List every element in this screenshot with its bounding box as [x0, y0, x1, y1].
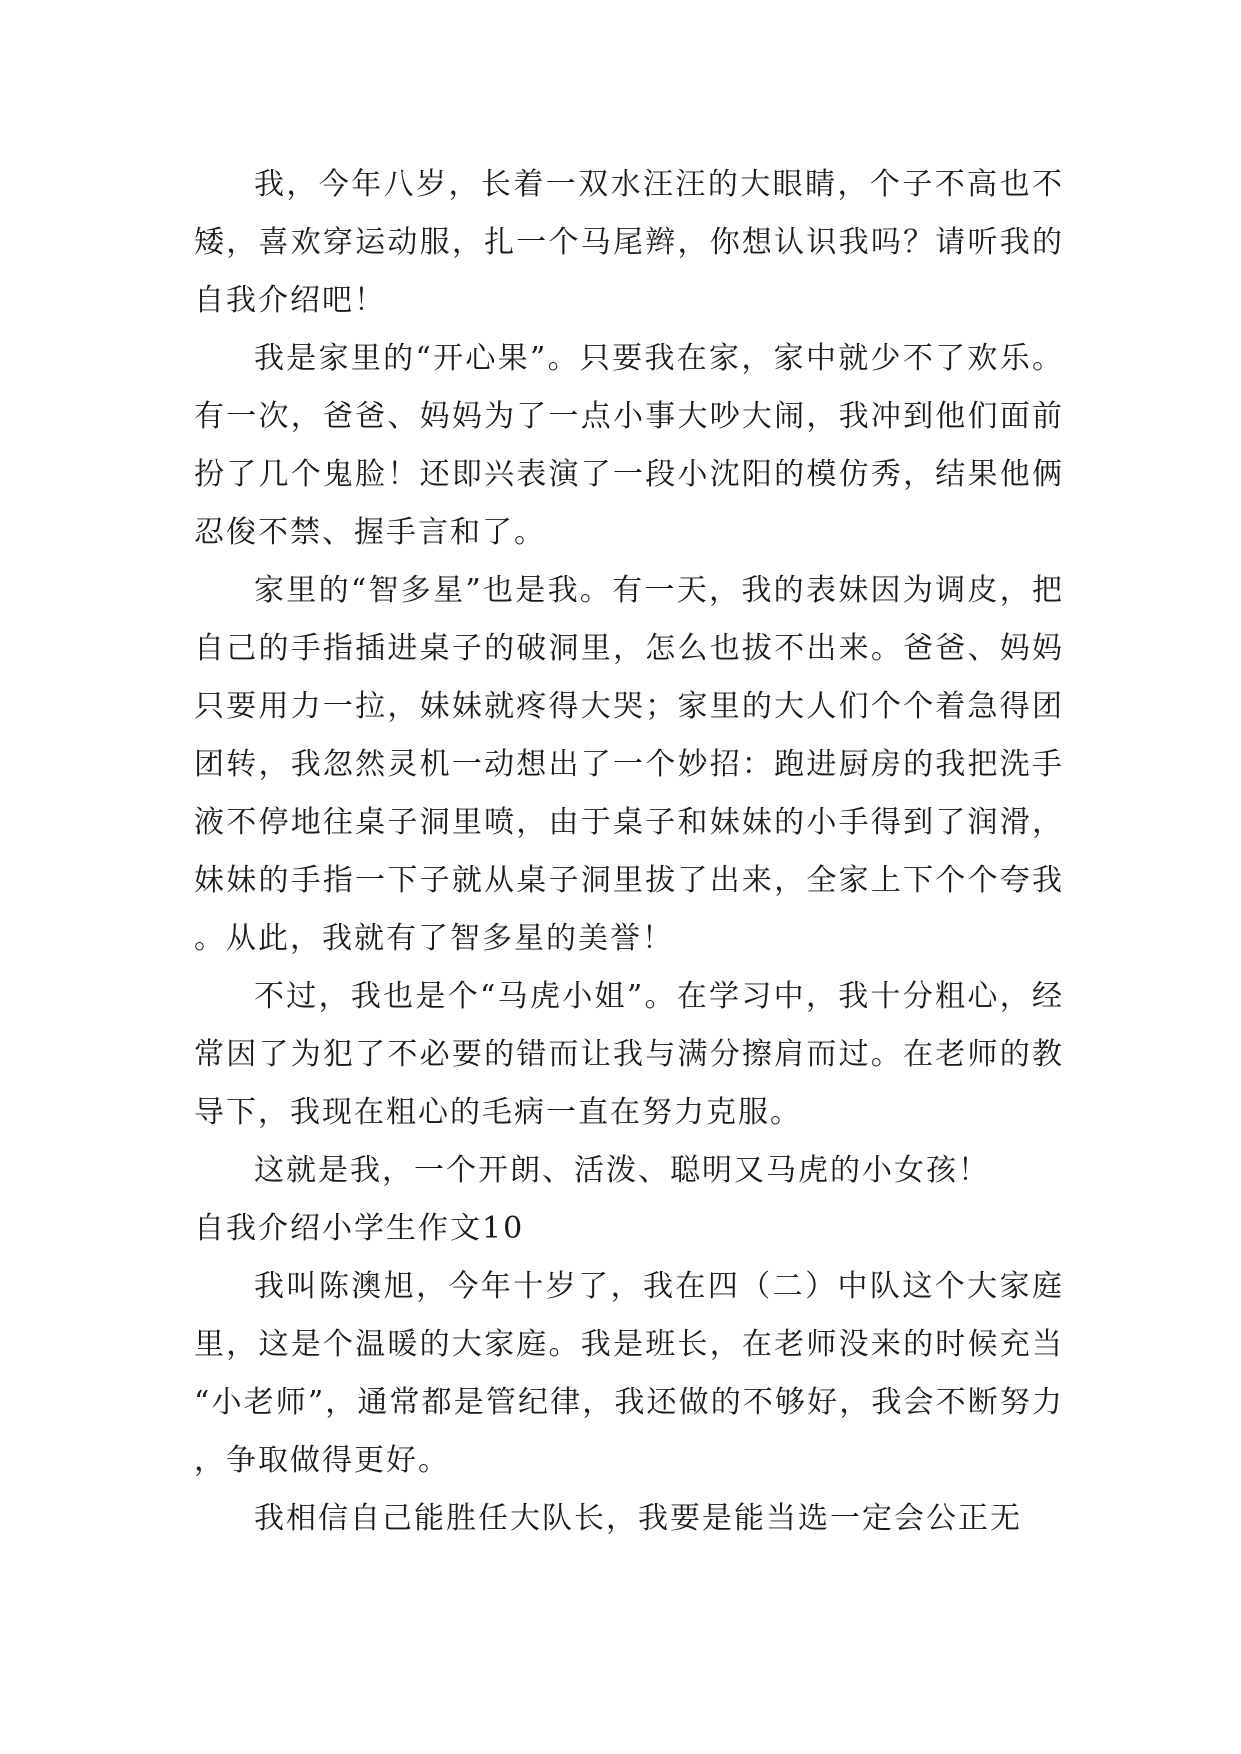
paragraph-happy-fruit: 我是家里的“开心果”。只要我在家，家中就少不了欢乐。有一次，爸爸、妈妈为了一点小事大吵大闹，我冲到他们面前扮了几个鬼脸！还即兴表演了一段小沈阳的模仿秀，结果他俩忍俊不禁、握手言和了。: [194, 341, 1064, 550]
paragraph-summary: 这就是我，一个开朗、活泼、聪明又马虎的小女孩！: [254, 1153, 990, 1188]
paragraph-second-candidacy: 我相信自己能胜任大队长，我要是能当选一定会公正无: [254, 1501, 1022, 1536]
paragraph-smart-star: 家里的“智多星”也是我。有一天，我的表妹因为调皮，把自己的手指插进桌子的破洞里，怎么也拔不出来。爸爸、妈妈只要用力一拉，妹妹就疼得大哭；家里的大人们个个着急得团团转，我忽然灵机一动想出了一个妙招：跑进厨房的我把洗手液不停地往桌子洞里喷，由于桌子和妹妹的小手得到了润滑，妹妹的手指一下子就从桌子洞里拔了出来，全家上下个个夸我。从此，我就有了智多星的美誉！: [194, 573, 1064, 956]
paragraph-second-intro: 我叫陈澳旭，今年十岁了，我在四（二）中队这个大家庭里，这是个温暖的大家庭。我是班长，在老师没来的时候充当“小老师”，通常都是管纪律，我还做的不够好，我会不断努力，争取做得更好。: [194, 1269, 1064, 1478]
paragraph-intro: 我，今年八岁，长着一双水汪汪的大眼睛，个子不高也不矮，喜欢穿运动服，扎一个马尾辫，你想认识我吗？请听我的自我介绍吧！: [194, 167, 1064, 318]
essay-heading: 自我介绍小学生作文10: [194, 1211, 525, 1246]
document-body: [194, 156, 1064, 1548]
paragraph-careless: 不过，我也是个“马虎小姐”。在学习中，我十分粗心，经常因了为犯了不必要的错而让我与满分擦肩而过。在老师的教导下，我现在粗心的毛病一直在努力克服。: [194, 979, 1064, 1130]
